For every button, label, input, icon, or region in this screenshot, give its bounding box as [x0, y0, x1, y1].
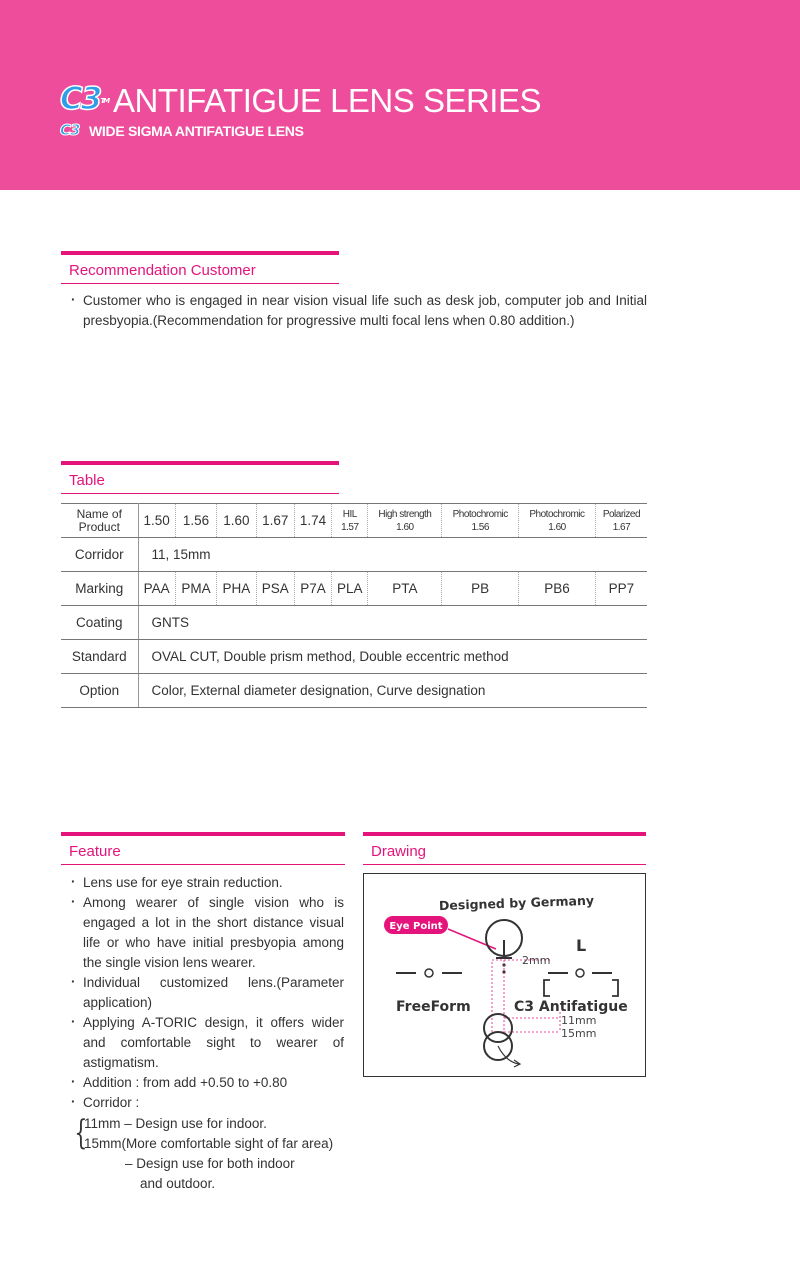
- coating-label: Coating: [61, 606, 138, 640]
- feature-item: · Among wearer of single vision who is engaged a lot in the short distance visual life or who have initial presbyopia among the single vision lens wearer.: [71, 893, 344, 973]
- table-row-marking: [61, 572, 647, 606]
- product-cell: [368, 504, 442, 538]
- logo-text: C3: [60, 81, 101, 117]
- dim-15mm-label: 15mm: [561, 1027, 597, 1040]
- feature-list: [71, 873, 344, 1113]
- feature-item: · Individual customized lens.(Parameter application): [71, 973, 344, 1013]
- drawing-heading-text: Drawing: [371, 843, 427, 860]
- freeform-label: FreeForm: [396, 999, 471, 1015]
- table-row-corridor: [61, 538, 647, 572]
- recommendation-bullet: · Customer who is engaged in near vision visual life such as desk job, computer job and Initial presbyopia.(Recommendation for progressive multi focal lens when 0.80 addition.): [71, 291, 647, 331]
- marking-cell: PB6: [519, 572, 596, 606]
- feature-heading: [61, 832, 345, 865]
- corridor-brace: {: [74, 1113, 88, 1153]
- product-index: 1.60: [548, 521, 566, 533]
- coating-value: GNTS: [138, 606, 647, 640]
- product-name: 1.56: [182, 513, 210, 528]
- product-cell: [442, 504, 519, 538]
- product-index: 1.67: [612, 521, 631, 533]
- table-row-option: [61, 674, 647, 708]
- spec-table: [61, 503, 647, 708]
- product-cell: [294, 504, 331, 538]
- product-name: Polarized: [602, 508, 641, 520]
- product-name: High strength: [378, 508, 432, 520]
- product-name: HIL: [342, 508, 357, 520]
- corridor-15-line2: – Design use for both indoor: [125, 1156, 295, 1171]
- freeform-center: [425, 969, 433, 977]
- logo-tm: TM: [100, 97, 109, 105]
- product-cell: [519, 504, 596, 538]
- product-cell: [595, 504, 647, 538]
- designed-by-text: Designed by Germany: [438, 892, 595, 914]
- feature-item: · Lens use for eye strain reduction.: [71, 873, 344, 893]
- product-cell: [217, 504, 256, 538]
- table-row-product: [61, 504, 647, 538]
- option-value: Color, External diameter designation, Curve designation: [138, 674, 647, 708]
- page-title: ANTIFATIGUE LENS SERIES: [113, 82, 541, 119]
- product-index: 1.56: [471, 521, 489, 533]
- left-eye-letter: L: [576, 936, 587, 955]
- marking-cell: PSA: [256, 572, 294, 606]
- c3-logo-small: C3: [60, 121, 80, 139]
- marking-cell: PAA: [138, 572, 175, 606]
- recommendation-heading-text: Recommendation Customer: [69, 262, 256, 279]
- corridor-guide: [492, 960, 504, 1032]
- lens-diagram: [364, 874, 645, 1076]
- product-index: 1.60: [396, 521, 414, 533]
- product-cell: [256, 504, 294, 538]
- near-circle-upper: [484, 1014, 512, 1042]
- marking-cell: PTA: [368, 572, 442, 606]
- table-heading-text: Table: [69, 472, 105, 489]
- bracket-right: [612, 980, 618, 996]
- corridor-15-line3: and outdoor.: [140, 1176, 216, 1191]
- table-row-coating: [61, 606, 647, 640]
- product-name: 1.74: [299, 513, 327, 528]
- marking-cell: P7A: [294, 572, 331, 606]
- dim-2mm-label: 2mm: [522, 954, 551, 967]
- product-name: Photochromic: [529, 508, 585, 520]
- standard-label: Standard: [61, 640, 138, 674]
- standard-value: OVAL CUT, Double prism method, Double eccentric method: [138, 640, 647, 674]
- corridor-details: [84, 1114, 354, 1194]
- table-heading: [61, 461, 339, 494]
- product-label-1: Name of: [76, 506, 122, 521]
- product-name: 1.50: [143, 513, 170, 528]
- product-label-2: Product: [78, 519, 120, 534]
- lens-drawing: [363, 873, 646, 1077]
- eye-point-label: Eye Point: [389, 921, 443, 932]
- product-cell: [138, 504, 175, 538]
- table-row-standard: [61, 640, 647, 674]
- marking-cell: PHA: [217, 572, 256, 606]
- feature-heading-text: Feature: [69, 843, 121, 860]
- recommendation-heading: [61, 251, 339, 284]
- c3-antifatigue-label: C3 Antifatigue: [514, 999, 628, 1015]
- marking-label: Marking: [61, 572, 138, 606]
- bracket-left: [544, 980, 550, 996]
- drawing-heading: [363, 832, 646, 865]
- option-label: Option: [61, 674, 138, 708]
- page-subtitle: WIDE SIGMA ANTIFATIGUE LENS: [89, 123, 304, 139]
- product-cell: [332, 504, 368, 538]
- marking-cell: PLA: [332, 572, 368, 606]
- recommendation-text: [71, 291, 647, 331]
- product-name: 1.67: [262, 513, 289, 528]
- corridor-11: 11mm – Design use for indoor.: [84, 1116, 267, 1131]
- corridor-15: 15mm(More comfortable sight of far area): [84, 1136, 334, 1151]
- product-label: [61, 504, 138, 538]
- product-name: 1.60: [223, 513, 250, 528]
- product-cell: [175, 504, 216, 538]
- feature-item: · Addition : from add +0.50 to +0.80: [71, 1073, 344, 1093]
- c3-center: [576, 969, 584, 977]
- product-name: Photochromic: [452, 508, 508, 520]
- marking-cell: PMA: [175, 572, 216, 606]
- marking-cell: PP7: [595, 572, 647, 606]
- product-index: 1.57: [341, 521, 359, 533]
- corridor-value: 11, 15mm: [138, 538, 647, 572]
- marking-cell: PB: [442, 572, 519, 606]
- feature-item: · Corridor :: [71, 1093, 344, 1113]
- corridor-label: Corridor: [61, 538, 138, 572]
- c3-logo: [60, 81, 108, 117]
- feature-item: · Applying A-TORIC design, it offers wider and comfortable sight to wearer of astigmatism.: [71, 1013, 344, 1073]
- dim-11mm-label: 11mm: [561, 1014, 597, 1027]
